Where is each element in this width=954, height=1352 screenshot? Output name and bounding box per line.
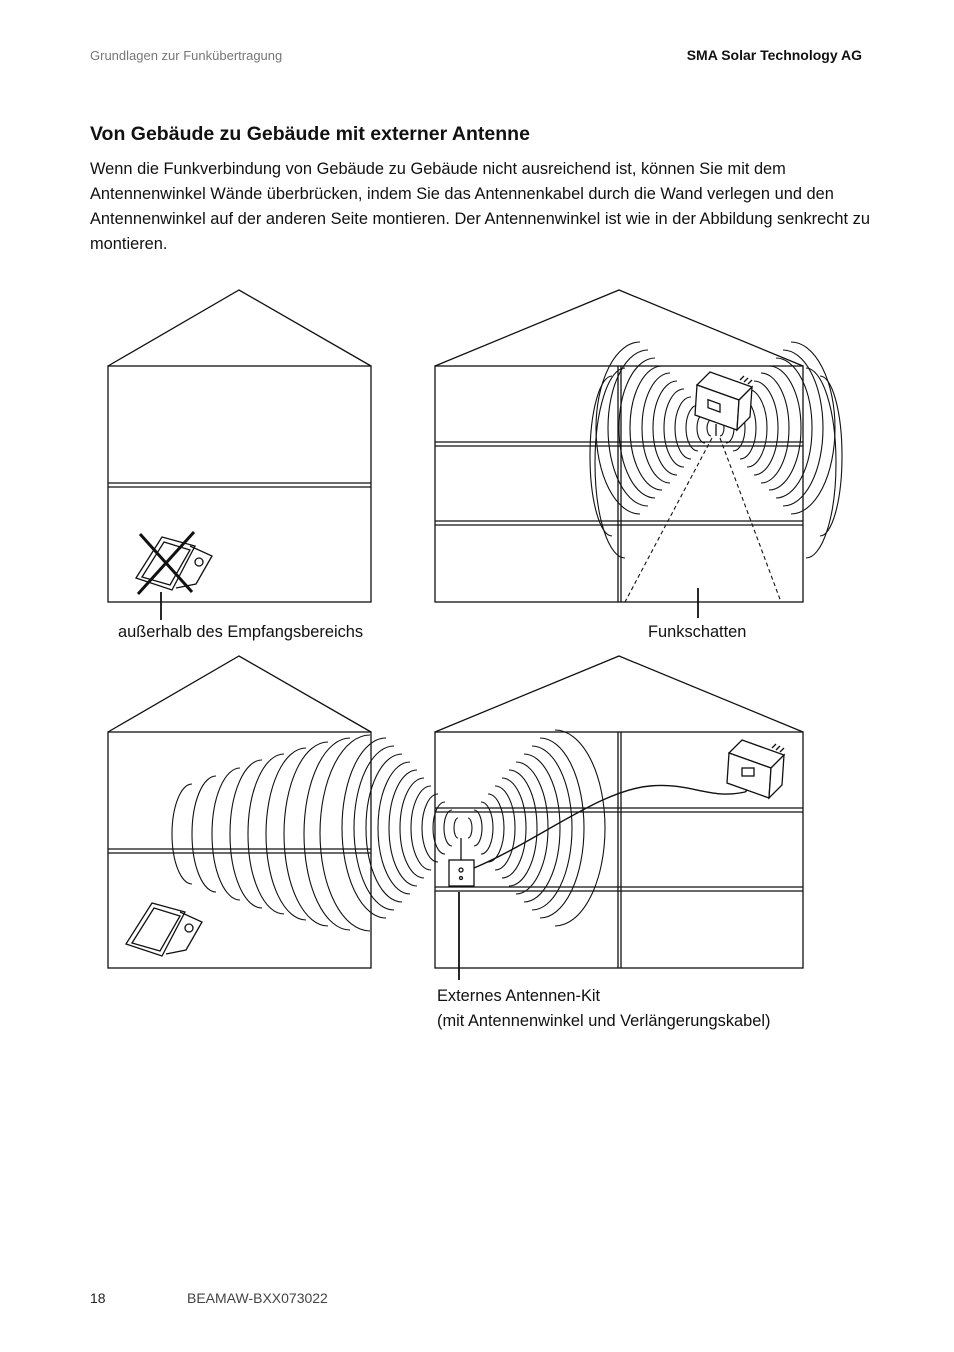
caption-antenna-kit (437, 984, 771, 1034)
header-section-title: Grundlagen zur Funkübertragung (90, 48, 283, 63)
inverter-icon (727, 740, 784, 798)
caption-antenna-kit-line1: Externes Antennen-Kit (437, 987, 601, 1005)
body-paragraph: Wenn die Funkverbindung von Gebäude zu Gebäude nicht ausreichend ist, können Sie mit dem Antennenwinkel Wände überbrücken, indem Sie das Antennenkabel durch die Wand verlegen und den Antennenwinkel auf der anderen Seite montieren. Der Antennenwinkel ist wie in der Abbildung senkrecht zu montieren. (90, 160, 870, 253)
extension-cable (474, 780, 752, 868)
footer-page-number: 18 (90, 1290, 106, 1306)
footer-doc-code: BEAMAW-BXX073022 (187, 1290, 328, 1306)
caption-radio-shadow: Funkschatten (648, 623, 747, 641)
house-icon (435, 290, 803, 602)
header-company: SMA Solar Technology AG (686, 47, 862, 63)
house-icon (108, 290, 371, 602)
caption-antenna-kit-line2: (mit Antennenwinkel und Verlängerungskabel) (437, 1012, 771, 1030)
display-device-icon (126, 903, 202, 956)
section-heading: Von Gebäude zu Gebäude mit externer Antenne (90, 123, 530, 145)
caption-outside-range: außerhalb des Empfangsbereichs (118, 623, 364, 641)
antenna-bracket-icon (449, 838, 474, 886)
radio-wave-icon (172, 730, 605, 931)
